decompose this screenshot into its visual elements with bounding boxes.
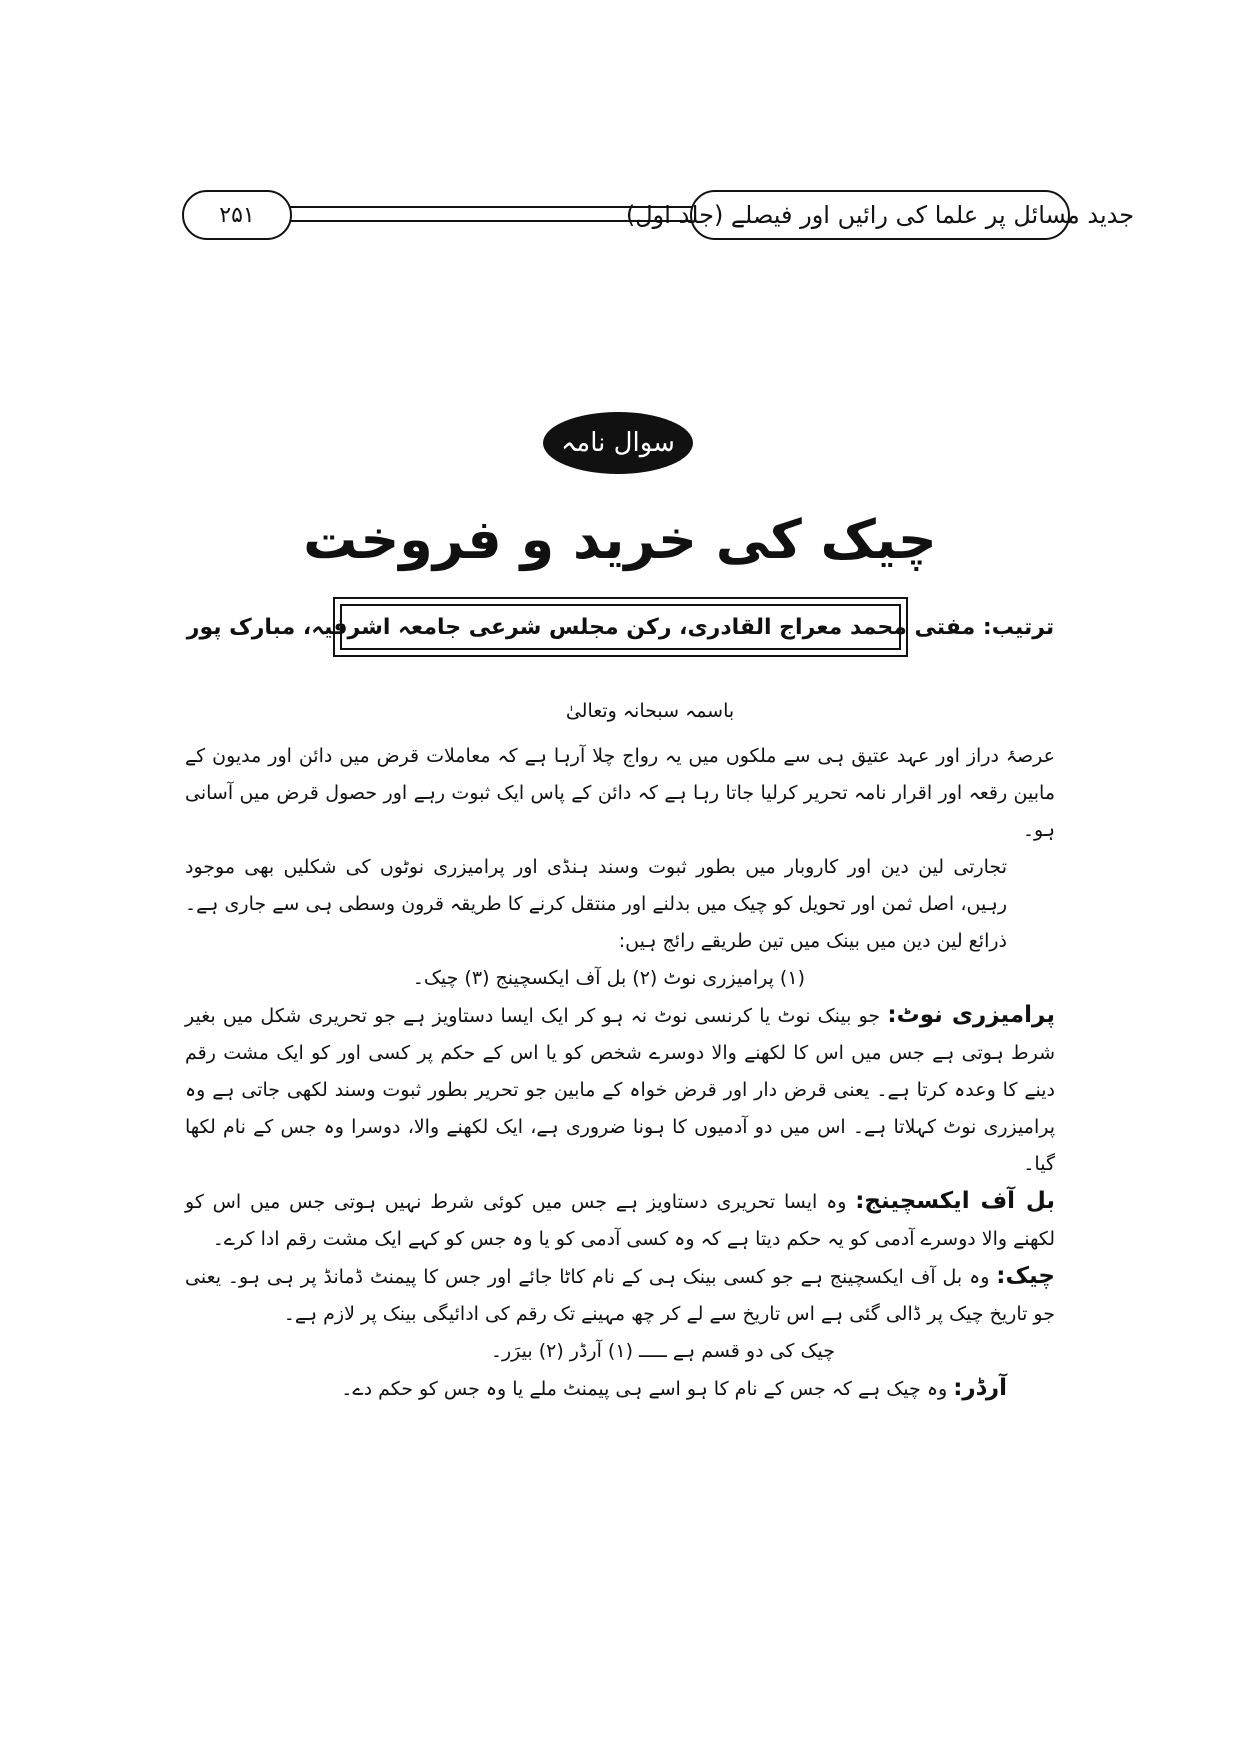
paragraph-trade: تجارتی لین دین اور کاروبار میں بطور ثبوت وسند ہنڈی اور پرامیزری نوٹوں کی شکلیں بھی موجود رہیں، اصل ثمن اور تحویل کو چیک میں بدلنے اور منتقل کرنے کا طریقہ قرون وسطی ہی سے جاری ہے۔ ذرائع لین دین میں بینک میں تین طریقے رائج ہیں: bbox=[185, 856, 1007, 952]
term-bill-of-exchange: بل آف ایکسچینج: bbox=[855, 1188, 1055, 1214]
definition-order bbox=[185, 1370, 1055, 1408]
term-cheque: چیک: bbox=[996, 1263, 1055, 1289]
definition-promissory-note bbox=[185, 997, 1055, 1183]
definition-bill-of-exchange bbox=[185, 1183, 1055, 1258]
book-title-header: جدید مسائل پر علما کی رائیں اور فیصلے (جلد اول) bbox=[690, 190, 1070, 240]
definition-text: وہ بل آف ایکسچینج ہے جو کسی بینک ہی کے نام کاٹا جائے اور جس کا پیمنٹ ڈمانڈ پر ہی ہو۔ یعنی جو تاریخ چیک پر ڈالی گئی ہے اس تاریخ سے لے کر چھ مہینے تک رقم کی ادائیگی بینک پر لازم ہے۔ bbox=[185, 1266, 1055, 1325]
definition-text: وہ ایسا تحریری دستاویز ہے جس میں کوئی شرط نہیں ہوتی جس میں اس کو لکھنے والا دوسرے آدمی کو یہ حکم دیتا ہے کہ وہ کسی آدمی کو یا وہ جس کو کہے ایک مشت رقم ادا کرے۔ bbox=[185, 1191, 1055, 1250]
page-number: ۲۵۱ bbox=[182, 190, 292, 240]
definition-text: جو بینک نوٹ یا کرنسی نوٹ نہ ہو کر ایک ایسا دستاویز ہے جو تحریری شکل میں بغیر شرط ہوتی ہے جس میں اس کا لکھنے والا دوسرے شخص کو یا اس کے حکم پر کسی اور کو ایک مشت رقم دینے کا وعدہ کرتا ہے۔ یعنی قرض دار اور قرض خواہ کے مابین جو تحریر بطور ثبوت وسند لکھی جاتی ہے وہ پرامیزری نوٹ کہلاتا ہے۔ اس میں دو آدمیوں کا ہونا ضروری ہے، ایک لکھنے والا، دوسرا وہ جس کے نام لکھا گیا۔ bbox=[185, 1005, 1055, 1175]
page-title: چیک کی خرید و فروخت bbox=[303, 508, 937, 571]
definition-cheque bbox=[185, 1258, 1055, 1333]
header-rule bbox=[290, 206, 692, 222]
bismillah: باسمہ سبحانہ وتعالیٰ bbox=[565, 700, 735, 722]
paragraph-intro: عرصۂ دراز اور عہد عتیق ہی سے ملکوں میں یہ رواج چلا آرہا ہے کہ معاملات قرض میں دائن اور مدیون کے مابین رقعہ اور اقرار نامہ تحریر کرلیا جاتا رہا ہے کہ دائن کے پاس ایک ثبوت رہے اور حصول قرض میں آسانی ہو۔ bbox=[185, 745, 1055, 841]
section-badge: سوال نامہ bbox=[543, 412, 693, 474]
article-body bbox=[185, 738, 1055, 1408]
compiler-box bbox=[186, 597, 1055, 657]
term-promissory-note: پرامیزری نوٹ: bbox=[887, 1002, 1055, 1028]
term-order: آرڈر: bbox=[953, 1375, 1007, 1401]
compiler-credit: ترتیب: مفتی محمد معراج القادری، رکن مجلس شرعی جامعہ اشرفیہ، مبارک پور bbox=[340, 604, 901, 650]
methods-list: (۱) پرامیزری نوٹ (۲) بل آف ایکسچینج (۳) چیک۔ bbox=[412, 967, 805, 989]
definition-text: وہ چیک ہے کہ جس کے نام کا ہو اسے ہی پیمنٹ ملے یا وہ جس کو حکم دے۔ bbox=[341, 1378, 948, 1400]
cheque-kinds: چیک کی دو قسم ہے ـــــ (۱) آرڈر (۲) بیرَر۔ bbox=[490, 1340, 835, 1362]
